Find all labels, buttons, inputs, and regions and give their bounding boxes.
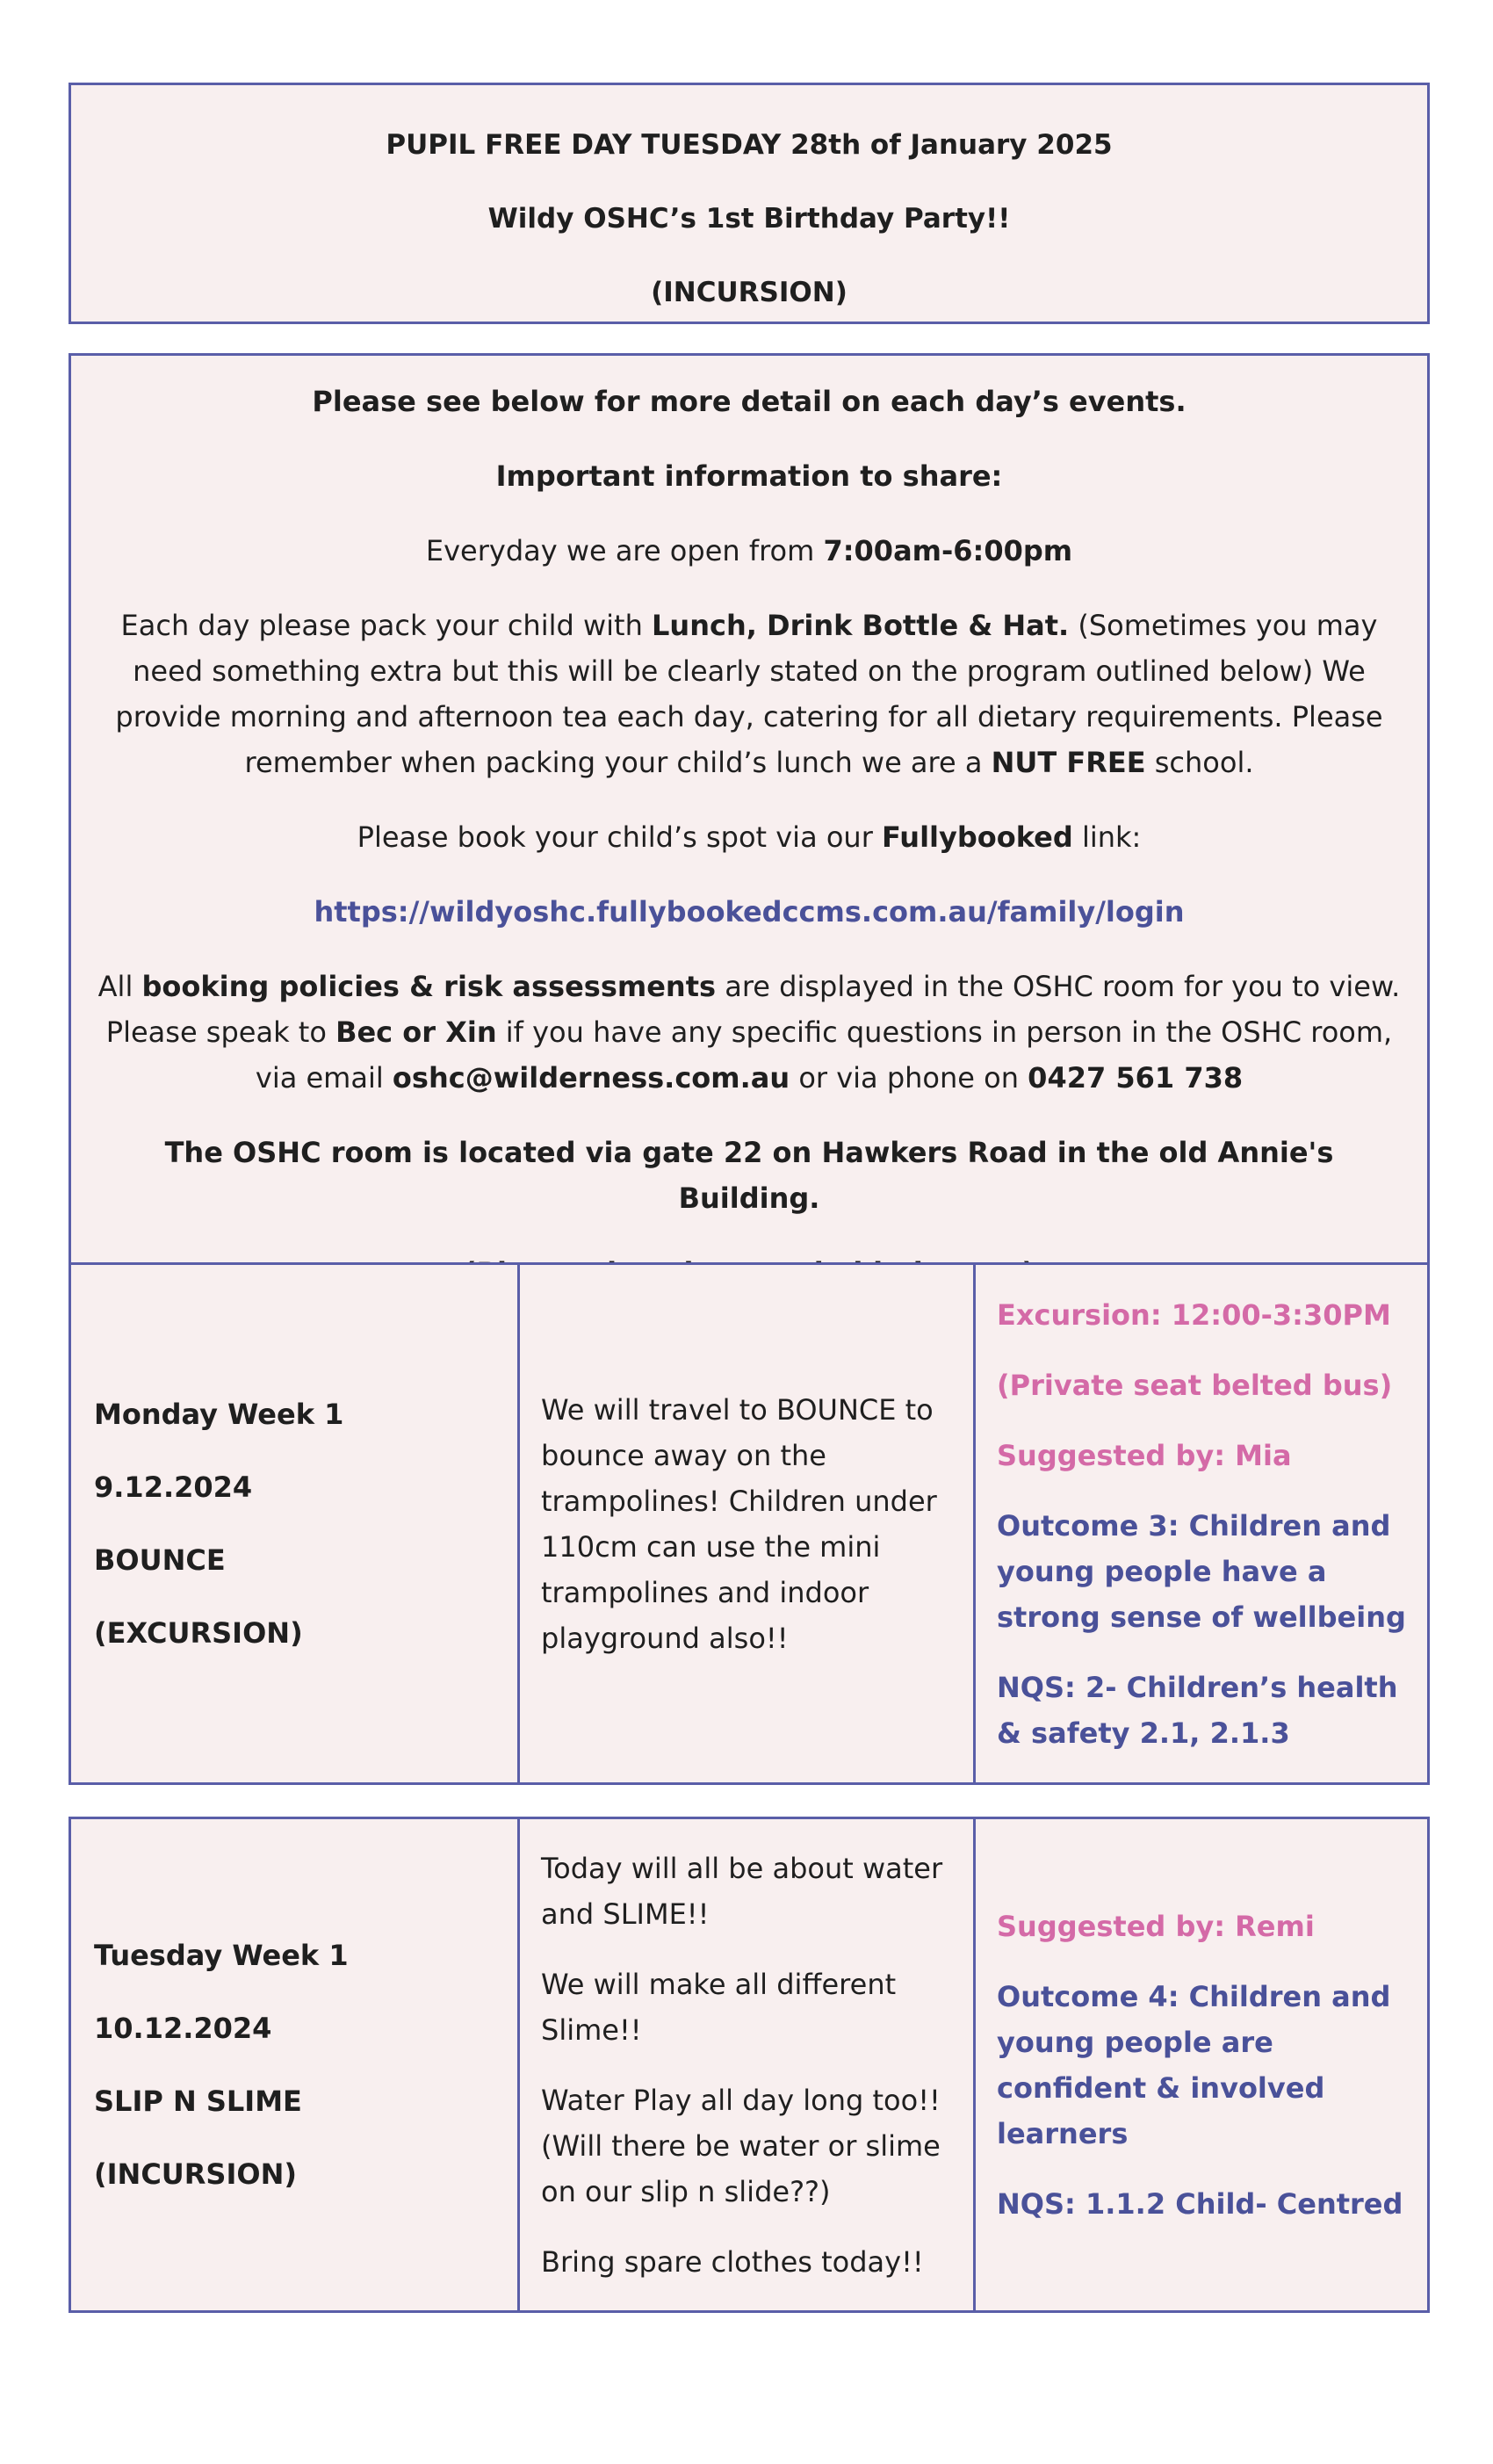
booking-link[interactable]: https://wildyoshc.fullybookedccms.com.au/family/login (314, 895, 1185, 929)
day-row-monday (69, 1262, 1430, 1785)
packing-info (96, 603, 1403, 785)
activity-name: SLIP N SLIME (94, 2084, 302, 2118)
description-text: We will travel to BOUNCE to bounce away on the trampolines! Children under 110cm can use the mini trampolines and indoor playground also!! (541, 1392, 937, 1655)
policy-bold: booking policies & risk assessments (141, 970, 717, 1003)
booking-info (96, 814, 1403, 860)
description-text: Bring spare clothes today!! (541, 2244, 924, 2279)
suggested-by: Suggested by: Mia (997, 1438, 1292, 1472)
transport-note: (Private seat belted bus) (997, 1368, 1393, 1402)
policy-text-4: or via phone on (790, 1061, 1028, 1095)
activity-type: (EXCURSION) (94, 1615, 303, 1650)
packing-items: Lunch, Drink Bottle & Hat. (652, 609, 1070, 642)
contact-email[interactable]: oshc@wilderness.com.au (392, 1061, 790, 1095)
description-text: Today will all be about water and SLIME!! (541, 1851, 943, 1931)
description-text: Water Play all day long too!! (Will there be water or slime on our slip n slide??) (541, 2083, 941, 2208)
excursion-time: Excursion: 12:00-3:30PM (997, 1297, 1391, 1332)
info-box (69, 353, 1430, 1264)
day-label: Tuesday Week 1 (94, 1938, 349, 1972)
day-date: 9.12.2024 (94, 1470, 253, 1504)
policy-text-2: are displayed in the OSHC room for you to view. Please speak to (105, 970, 1401, 1049)
details-cell (976, 1265, 1427, 1782)
day-info-cell (71, 1265, 520, 1782)
opening-hours (96, 528, 1403, 574)
incursion-label: (INCURSION) (651, 277, 847, 308)
info-subheading: Important information to share: (495, 459, 1003, 493)
packing-text-3: school. (1145, 746, 1254, 779)
staff-names: Bec or Xin (335, 1015, 497, 1049)
info-heading: Please see below for more detail on each day’s events. (312, 385, 1186, 418)
opening-hours-value: 7:00am-6:00pm (823, 534, 1073, 567)
outcome-text: Outcome 4: Children and young people are confident & involved learners (997, 1979, 1391, 2150)
suggested-by: Suggested by: Remi (997, 1909, 1315, 1943)
pupil-free-day-title: PUPIL FREE DAY TUESDAY 28th of January 2025 (386, 129, 1113, 161)
day-date: 10.12.2024 (94, 2011, 272, 2045)
contact-phone[interactable]: 0427 561 738 (1028, 1061, 1244, 1095)
description-cell (520, 1265, 976, 1782)
day-row-tuesday (69, 1817, 1430, 2313)
description-text: We will make all different Slime!! (541, 1967, 897, 2047)
nut-free-label: NUT FREE (991, 746, 1146, 779)
details-cell (976, 1819, 1427, 2310)
fullybooked-label: Fullybooked (882, 820, 1073, 854)
policy-text-1: All (97, 970, 142, 1003)
booking-text-1: Please book your child’s spot via our (357, 820, 883, 854)
packing-text-1: Each day please pack your child with (120, 609, 653, 642)
pupil-free-day-box (69, 83, 1430, 324)
activity-name: BOUNCE (94, 1543, 226, 1577)
nqs-text: NQS: 2- Children’s health & safety 2.1, 2.1.3 (997, 1670, 1398, 1750)
booking-link-line (96, 889, 1403, 935)
booking-text-2: link: (1072, 820, 1142, 854)
day-info-cell (71, 1819, 520, 2310)
outcome-text: Outcome 3: Children and young people have a strong sense of wellbeing (997, 1508, 1406, 1634)
policy-text-3: if you have any specific questions in person in the OSHC room, via email (255, 1015, 1393, 1095)
nqs-text: NQS: 1.1.2 Child- Centred (997, 2186, 1403, 2221)
opening-hours-text: Everyday we are open from (425, 534, 824, 567)
day-label: Monday Week 1 (94, 1397, 344, 1431)
description-cell (520, 1819, 976, 2310)
birthday-party-title: Wildy OSHC’s 1st Birthday Party!! (487, 203, 1011, 235)
policy-info (96, 964, 1403, 1101)
packing-text-2: (Sometimes you may need something extra but this will be clearly stated on the program outlined below) We provide morning and afternoon tea each day, catering for all dietary requirements. Please remember when packing your child’s lunch we are a (115, 609, 1383, 779)
activity-type: (INCURSION) (94, 2157, 297, 2191)
location-info: The OSHC room is located via gate 22 on Hawkers Road in the old Annie's Building. (164, 1136, 1334, 1215)
